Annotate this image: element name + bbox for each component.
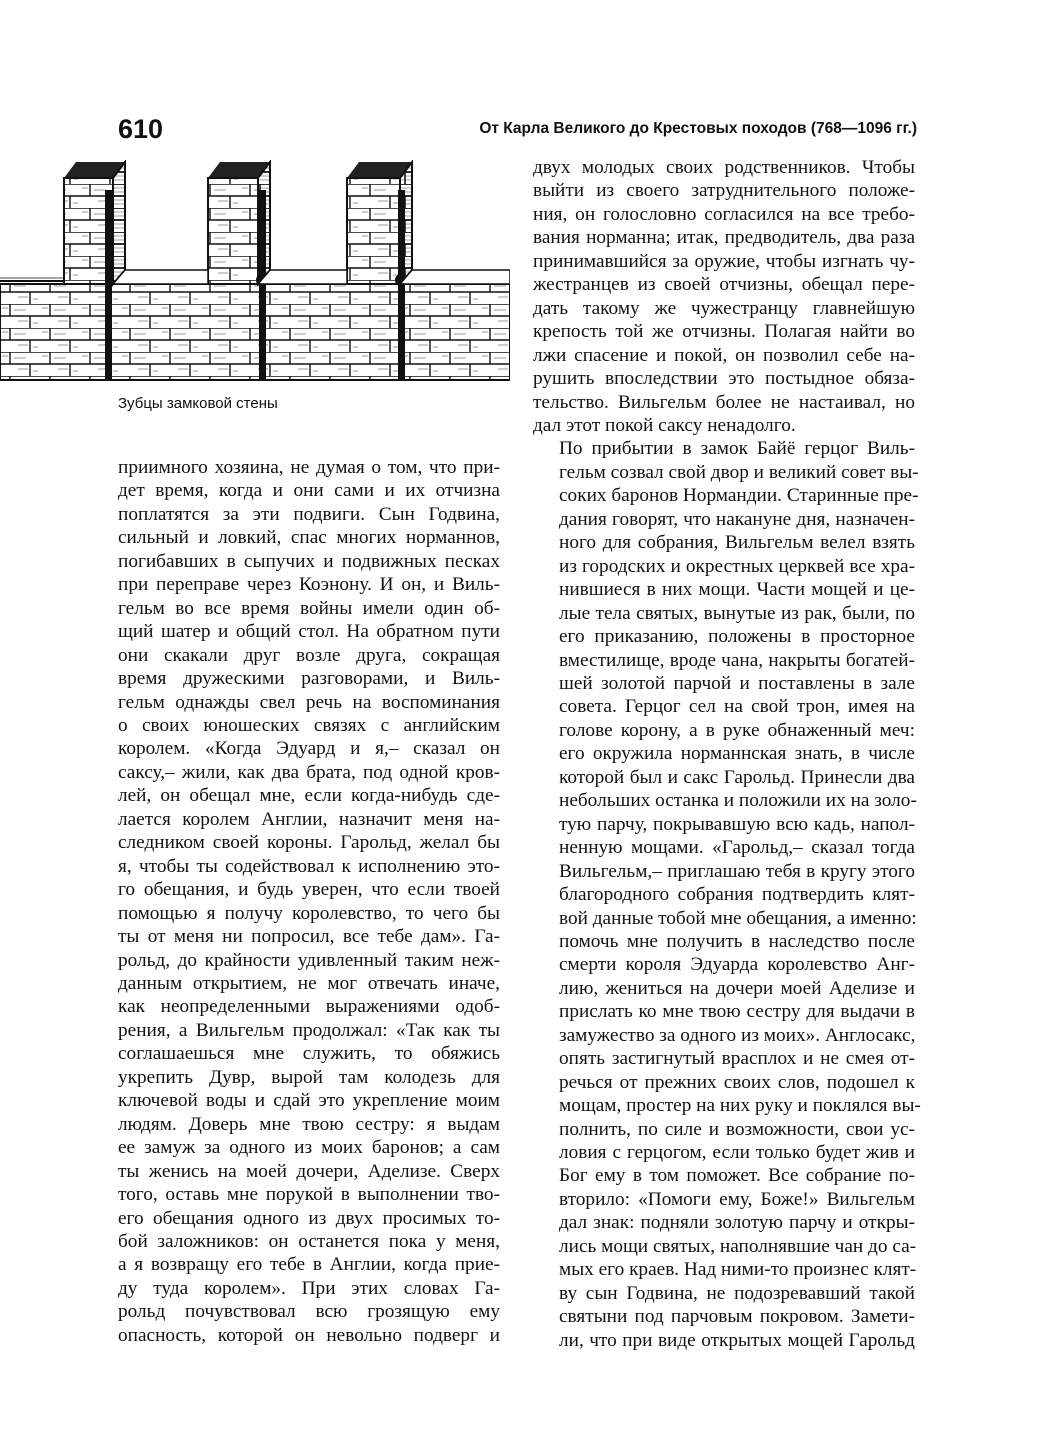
text-line: лжи спасение и покой, он позволил себе на- <box>533 344 915 366</box>
text-line: дет время, когда и они сами и их отчизна <box>118 480 500 502</box>
text-line: следником своей короны. Гарольд, желал бы <box>118 832 500 854</box>
castle-battlement-illustration <box>0 160 510 382</box>
text-line: время дружескими разговорами, и Виль- <box>118 668 500 690</box>
text-line: лые тела святых, вынутые из рак, были, по <box>559 602 915 624</box>
text-line: святыни под парчовым покровом. Замети- <box>559 1306 915 1328</box>
text-line: шей золотой парчой и поставлены в зале <box>559 672 915 694</box>
text-line: данным открытием, не мог отвечать иначе, <box>118 972 500 994</box>
text-line: я, чтобы ты содействовал к исполнению это- <box>118 855 500 877</box>
text-line: дал знак: подняли золотую парчу и откры- <box>559 1212 915 1234</box>
text-line: Вильгельм,– приглашаю тебя в кругу этого <box>559 860 915 882</box>
text-line: ного для собрания, Вильгельм велел взять <box>559 532 915 554</box>
text-line: щий шатер и общий стол. На обратном пути <box>118 621 500 643</box>
text-line: вторило: «Помоги ему, Боже!» Вильгельм <box>559 1188 915 1210</box>
text-line: жестранцев из своей отчизны, обещал пере- <box>533 274 915 296</box>
text-line: ключевой воды и сдай это укрепление моим <box>118 1090 500 1112</box>
text-line: сильный и ловкий, спас многих норманнов, <box>118 527 500 549</box>
text-line: его окружила норманнская знать, в числе <box>559 743 915 765</box>
text-line: По прибытии в замок Байё герцог Виль- <box>559 438 915 460</box>
text-line: гельм во все время войны имели один об- <box>118 597 500 619</box>
text-line: саксу,– жили, как два брата, под одной кров- <box>118 761 500 783</box>
text-line: тельство. Вильгельм более не настаивал, но <box>533 391 915 413</box>
text-line: вой данные тобой мне обещания, а именно: <box>559 907 917 929</box>
running-title: От Карла Великого до Крестовых походов (768—1096 гг.) <box>479 120 917 137</box>
text-line: благородного собрания подтвердить клят- <box>559 884 915 906</box>
text-line: нившиеся в них мощи. Части мощей и це- <box>559 579 915 601</box>
text-line: вания норманна; итак, предводитель, два раза <box>533 227 915 249</box>
left-paragraph-1 <box>118 456 500 1347</box>
text-line: ду туда королем». При этих словах Га- <box>118 1277 500 1299</box>
text-line: его обещания одного из двух просимых то- <box>118 1207 500 1229</box>
text-line: ты от меня ни попросил, все тебе дам». Га- <box>118 926 500 948</box>
text-line: лись мощи святых, наполнявшие чан до са- <box>559 1235 917 1257</box>
text-line: погибавших в сыпучих и подвижных песках <box>118 550 500 572</box>
figure-caption: Зубцы замковой стены <box>118 395 278 412</box>
text-line: выйти из своего затруднительного положе- <box>533 180 915 202</box>
text-line: ли, что при виде открытых мощей Гарольд <box>559 1329 915 1351</box>
text-line: которой был и сакс Гарольд. Принесли два <box>559 766 915 788</box>
right-paragraph-2 <box>533 437 921 1352</box>
text-line: тую парчу, покрывавшую всю кадь, напол- <box>559 813 915 835</box>
text-line: соких баронов Нормандии. Старинные пре- <box>559 485 919 507</box>
text-line: двух молодых своих родственников. Чтобы <box>533 157 915 178</box>
text-line: дать такому же чужестранцу главнейшую <box>533 297 915 319</box>
text-line: соглашаешься мне служить, то обяжись <box>118 1043 500 1065</box>
text-line: лию, жениться на дочери моей Аделизе и <box>559 977 915 999</box>
text-line: как неопределенными выражениями одоб- <box>118 996 500 1018</box>
text-line: а я возвращу его тебе в Англии, когда прие- <box>118 1254 500 1276</box>
text-line: Бог ему в том поможет. Все собрание по- <box>559 1165 915 1187</box>
text-line: королем. «Когда Эдуард и я,– сказал он <box>118 738 500 760</box>
text-line: приимного хозяина, не думая о том, что при- <box>118 457 500 478</box>
text-line: рения, а Вильгельм продолжал: «Так как ты <box>118 1019 500 1041</box>
text-line: бой заложников: он останется пока у меня, <box>118 1230 500 1252</box>
text-line: помочь мне получить в наследство после <box>559 930 915 952</box>
text-line: гельм созвал свой двор и великий совет вы- <box>559 461 919 483</box>
text-line: ловия с герцогом, если только будет жив и <box>559 1142 915 1164</box>
text-line: лей, он обещал мне, если когда-нибудь сде- <box>118 785 500 807</box>
text-line: опасность, которой он невольно подверг и <box>118 1324 500 1346</box>
text-line: дал этот покой саксу ненадолго. <box>533 414 796 436</box>
text-line: людям. Доверь мне твою сестру: я выдам <box>118 1113 500 1135</box>
text-line: помощью я получу королевство, то чего бы <box>118 902 500 924</box>
text-line: опять застигнутый врасплох и не смея от- <box>559 1048 915 1070</box>
text-line: рольд почувствовал всю грозящую ему <box>118 1301 500 1323</box>
text-line: мых его краев. Над ними-то произнес клят- <box>559 1259 917 1281</box>
text-line: о своих юношеских связях с английским <box>118 714 500 736</box>
text-line: ву сын Годвина, не подозревавший такой <box>559 1282 915 1304</box>
text-line: ты женись на моей дочери, Аделизе. Сверх <box>118 1160 500 1182</box>
right-paragraph-1 <box>533 156 915 437</box>
text-line: ния, он голословно согласился на все требо- <box>533 203 915 225</box>
text-line: голове корону, а в руке обнаженный меч: <box>559 719 915 741</box>
text-line: замужество за одного из моих». Англосакс, <box>559 1024 916 1046</box>
text-line: крепость той же отчизны. Полагая найти во <box>533 321 915 343</box>
text-line: они скакали друг возле друга, сокращая <box>118 644 500 666</box>
text-line: мощам, простер на них руку и поклялся вы- <box>559 1095 921 1117</box>
text-line: лается королем Англии, назначит меня на- <box>118 808 500 830</box>
text-line: дания говорят, что накануне дня, назначен- <box>559 508 915 530</box>
text-line: смерти короля Эдуарда королевство Анг- <box>559 954 915 976</box>
text-line: рольд, до крайности удивленный таким неж- <box>118 949 500 971</box>
text-line: поплатятся за эти подвиги. Сын Годвина, <box>118 503 500 525</box>
text-line: совета. Герцог сел на свой трон, имея на <box>559 696 915 718</box>
page-number: 610 <box>118 114 164 144</box>
text-line: го обещания, и будь уверен, что если твоей <box>118 879 500 901</box>
text-line: ненную мощами. «Гарольд,– сказал тогда <box>559 837 915 859</box>
text-line: принимавшийся за оружие, чтобы изгнать чу- <box>533 250 915 272</box>
text-line: вместилище, вроде чана, накрыты богатей- <box>559 649 915 671</box>
text-line: прислать ко мне твою сестру для выдачи в <box>559 1001 915 1023</box>
text-line: его приказанию, положены в просторное <box>559 626 915 648</box>
text-line: при переправе через Коэнону. И он, и Виль- <box>118 574 500 596</box>
text-line: речься от прежних своих слов, подошел к <box>559 1071 915 1093</box>
text-line: того, оставь мне порукой в выполнении тво- <box>118 1184 500 1206</box>
left-column <box>118 456 500 1347</box>
text-line: небольших останка и положили их на золо- <box>559 790 917 812</box>
text-line: рушить впоследствии это постыдное обяза- <box>533 368 915 390</box>
right-column <box>533 156 921 1352</box>
text-line: укрепить Дувр, вырой там колодезь для <box>118 1066 500 1088</box>
text-line: ее замуж за одного из моих баронов; а сам <box>118 1137 500 1159</box>
text-line: гельм однажды свел речь на воспоминания <box>118 691 500 713</box>
text-line: из городских и окрестных церквей все хра- <box>559 555 915 577</box>
text-line: полнить, по силе и возможности, свои ус- <box>559 1118 915 1140</box>
